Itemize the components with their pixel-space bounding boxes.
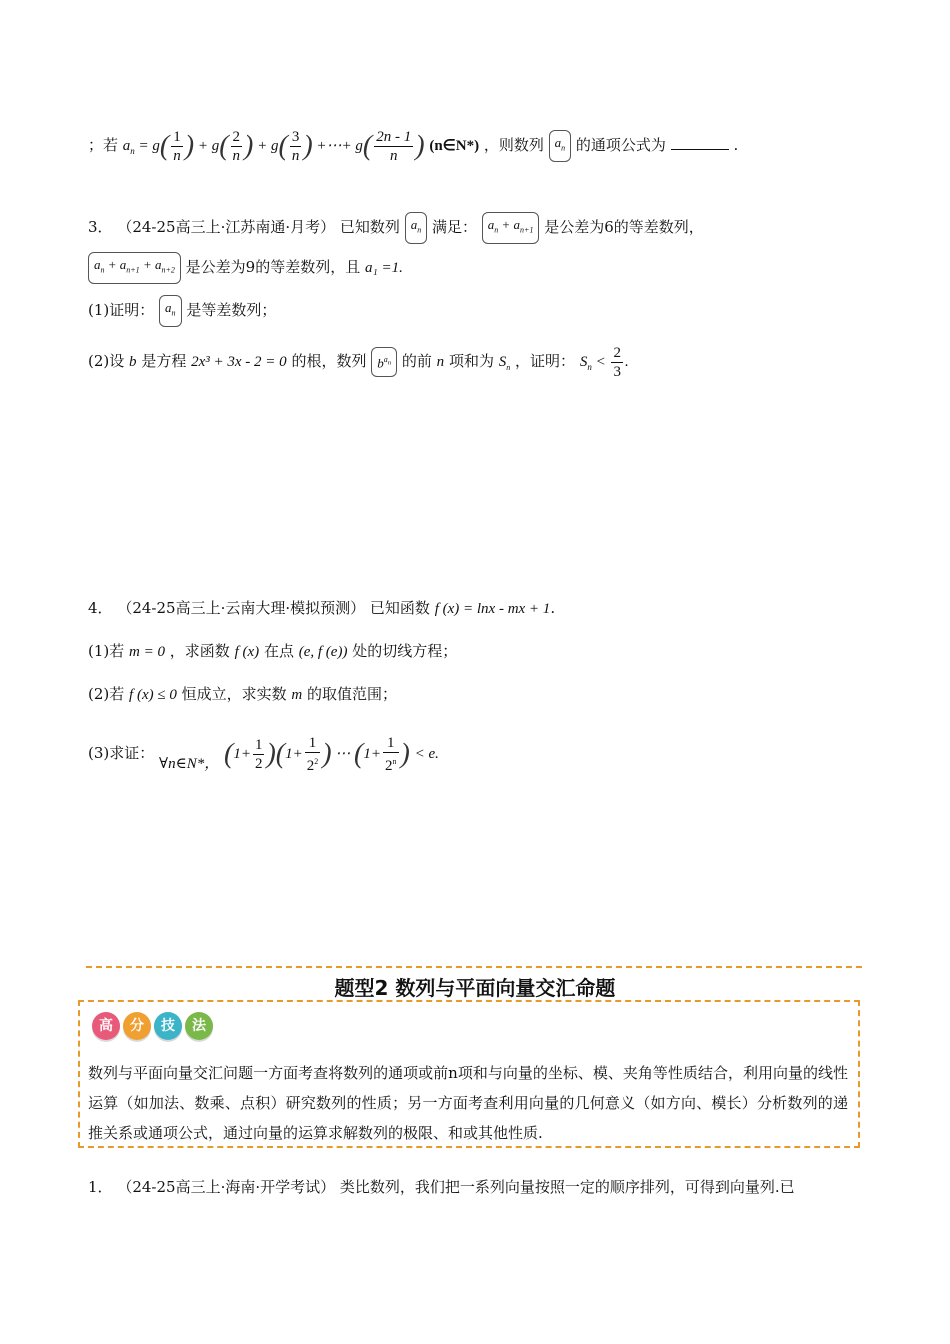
q3-text: 是公差为6的等差数列， — [544, 217, 704, 236]
function-f: f (x) = lnx - mx + 1 — [434, 601, 551, 617]
sequence-an: $a_n$ — [549, 130, 572, 162]
forall-n: ∀n∈N*， — [159, 755, 220, 772]
badge-row — [92, 1012, 216, 1040]
equation: 2x³ + 3x - 2 = 0 — [191, 353, 287, 370]
var-sn: $S_n$ — [498, 353, 511, 372]
var-b: b — [129, 353, 137, 370]
q4-part-1 — [88, 640, 457, 663]
top-period: . — [733, 135, 739, 154]
top-middle: ，则数列 — [483, 135, 544, 154]
q3-text: 是公差为9的等差数列，且 — [185, 257, 361, 276]
m-value: m = 0 — [129, 644, 165, 660]
q1-text: 类比数列，我们把一系列向量按照一定的顺序排列，可得到向量列.已 — [339, 1178, 795, 1196]
sequence-an-sum3: $a_n + a_{n+1} + a_{n+2}$ — [88, 252, 181, 284]
section-divider — [86, 966, 862, 968]
q3-text: ，证明： — [515, 351, 576, 370]
var-m: m — [291, 687, 303, 703]
q3-part-1 — [88, 295, 276, 327]
tip-body: 数列与平面向量交汇问题一方面考查将数列的通项或前n项和与向量的坐标、模、夹角等性质结合，利用向量的线性运算（如加法、数乘、点积）研究数列的性质；另一方面考查利用向量的几何意义（如方向、模长）分析数列的递推关系或通项公式，通过向量的运算求解数列的极限、和或其他性质. — [88, 1064, 848, 1142]
q4-part-3 — [88, 734, 439, 775]
sequence-b-an: $b^{a_n}$ — [371, 347, 397, 377]
top-end: 的通项公式为 — [575, 135, 666, 154]
q1-source: （24-25高三上·海南·开学考试） — [117, 1178, 336, 1196]
sequence-an: $a_n$ — [405, 212, 428, 244]
point-e: (e, f (e)) — [298, 644, 348, 660]
sequence-an-sum2: $a_n + a_{n+1}$ — [482, 212, 540, 244]
top-prefix: ；若 — [88, 135, 119, 154]
badge-ji: 技 — [154, 1012, 182, 1040]
domain-n: (n∈N*) — [429, 137, 480, 154]
q3-text: 项和为 — [448, 351, 494, 370]
sequence-an: $a_n$ — [159, 295, 182, 327]
answer-blank — [671, 135, 729, 150]
q3-text: 的前 — [401, 351, 432, 370]
q4-part-2 — [88, 683, 397, 706]
q3-number: 3． — [88, 217, 113, 236]
q4-source: （24-25高三上·云南大理·模拟预测） — [117, 599, 366, 617]
q1-line — [88, 1176, 795, 1198]
q4-part-3-label: (3)求证： — [88, 743, 155, 762]
q4-text: 在点 — [263, 642, 294, 660]
q4-text: 的取值范围； — [307, 685, 398, 703]
f-of-x: f (x) — [234, 644, 260, 660]
inequality-sn: $S_n$ < $\frac{2}{3}$ . — [579, 345, 629, 380]
q3-part-1-text: 是等差数列； — [186, 300, 277, 319]
var-n: n — [436, 353, 445, 370]
product-expression: (1+ $\frac{1}{2}$ )(1+ $\frac{1}{2^2}$ ) ⋯ (1+ $\frac{1}{2^n}$ ) — [223, 735, 410, 774]
q3-text: 是方程 — [141, 351, 187, 370]
q4-text: 已知函数 — [369, 599, 430, 617]
q4-part-2-label: (2)若 — [88, 685, 125, 703]
q3-line-1 — [88, 212, 704, 244]
q3-a1: a₁ =1. — [364, 259, 403, 276]
q3-text: 已知数列 — [339, 217, 400, 236]
q3-text: 的根，数列 — [291, 351, 367, 370]
q3-line-2 — [88, 252, 403, 284]
q4-part-1-label: (1)若 — [88, 642, 125, 660]
q4-text: ，求函数 — [169, 642, 230, 660]
top-formula-line — [88, 128, 738, 165]
q4-text: 处的切线方程； — [352, 642, 458, 660]
formula-an: $a_n = g$( $\frac{1}{n}$ ) + g( $\frac{2}{n}$ ) + g( $\frac{3}{n}$ ) +⋯+ g( $\frac{2n - 1}{n}$ ) — [122, 129, 425, 164]
q4-number: 4． — [88, 599, 113, 617]
q3-source: （24-25高三上·江苏南通·月考） — [117, 217, 336, 236]
q3-part-1-label: (1)证明： — [88, 300, 155, 319]
q4-text: 恒成立，求实数 — [181, 685, 287, 703]
section-title: 题型2 数列与平面向量交汇命题 — [334, 976, 616, 1000]
less-than-e: < e. — [414, 745, 439, 762]
q3-part-2 — [88, 344, 629, 381]
badge-fa: 法 — [185, 1012, 213, 1040]
q3-text: 满足： — [431, 217, 477, 236]
q1-number: 1． — [88, 1178, 113, 1196]
badge-fen: 分 — [123, 1012, 151, 1040]
inequality-f: f (x) ≤ 0 — [129, 687, 177, 703]
q4-line-1: 4． （24-25高三上·云南大理·模拟预测） 已知函数 f (x) = lnx - mx + 1. — [88, 599, 556, 617]
badge-gao: 高 — [92, 1012, 120, 1040]
q3-part-2-label: (2)设 — [88, 351, 125, 370]
